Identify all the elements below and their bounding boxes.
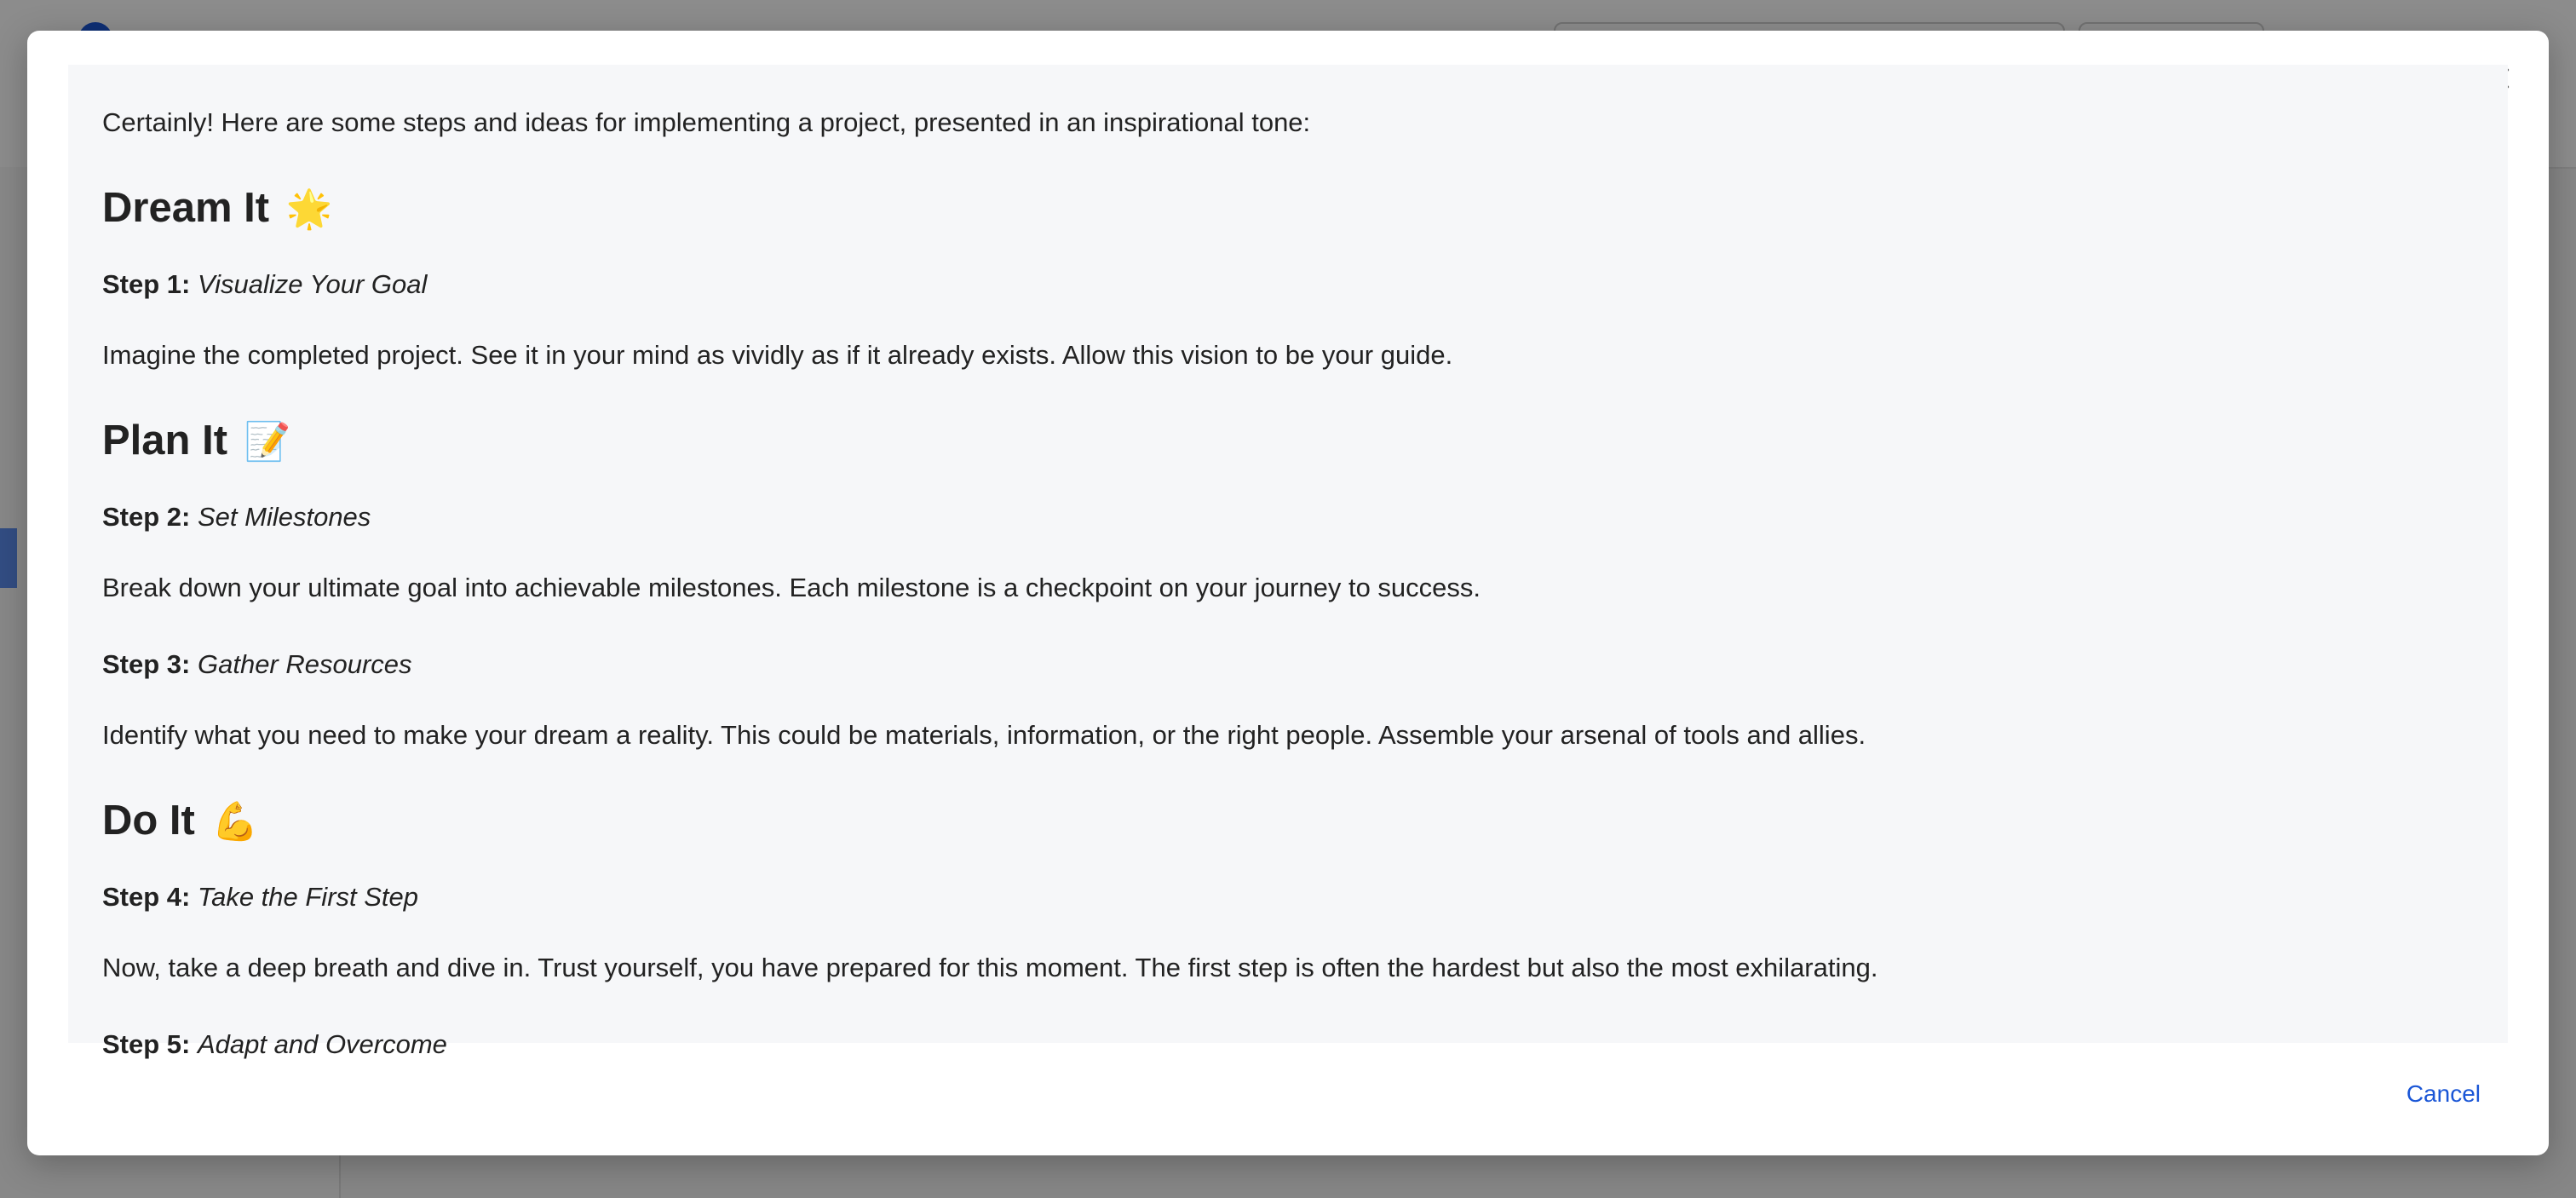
step-3 xyxy=(102,648,2474,682)
cancel-button[interactable]: Cancel xyxy=(2406,1080,2481,1107)
response-modal xyxy=(27,31,2549,1155)
memo-icon: 📝 xyxy=(244,421,291,463)
modal-content[interactable] xyxy=(68,65,2508,1059)
step-2-body: Break down your ultimate goal into achievable milestones. Each milestone is a checkpoint on your journey to success. xyxy=(102,573,1481,602)
star-icon: 🌟 xyxy=(285,188,333,230)
section-heading-do-it xyxy=(102,795,2474,848)
step-title: Gather Resources xyxy=(197,649,412,679)
step-title: Set Milestones xyxy=(197,502,371,532)
step-1-body: Imagine the completed project. See it in your mind as vividly as if it already exists. Allow this vision to be your guide. xyxy=(102,340,1453,370)
step-4-body: Now, take a deep breath and dive in. Trust yourself, you have prepared for this moment. The first step is often the hardest but also the most exhilarating. xyxy=(102,953,1878,982)
section-heading-text: Dream It xyxy=(102,185,270,231)
section-heading-text: Do It xyxy=(102,798,195,844)
step-label: Step 4: xyxy=(102,882,191,912)
step-3-body: Identify what you need to make your dream a reality. This could be materials, information, or the right people. Assemble your arsenal of tools and allies. xyxy=(102,720,1866,750)
step-title: Visualize Your Goal xyxy=(197,269,428,299)
step-title: Take the First Step xyxy=(197,882,419,912)
step-1 xyxy=(102,268,2474,302)
step-5 xyxy=(102,1028,2474,1062)
step-label: Step 2: xyxy=(102,502,191,532)
step-label: Step 1: xyxy=(102,269,191,299)
section-heading-text: Plan It xyxy=(102,418,228,464)
step-title: Adapt and Overcome xyxy=(197,1029,447,1059)
section-heading-plan-it xyxy=(102,415,2474,468)
intro-text: Certainly! Here are some steps and ideas for implementing a project, presented in an inspirational tone: xyxy=(102,107,1311,137)
section-heading-dream-it xyxy=(102,182,2474,235)
step-2 xyxy=(102,500,2474,534)
step-label: Step 3: xyxy=(102,649,191,679)
step-4 xyxy=(102,880,2474,914)
step-label: Step 5: xyxy=(102,1029,191,1059)
flexed-biceps-icon: 💪 xyxy=(211,801,259,843)
